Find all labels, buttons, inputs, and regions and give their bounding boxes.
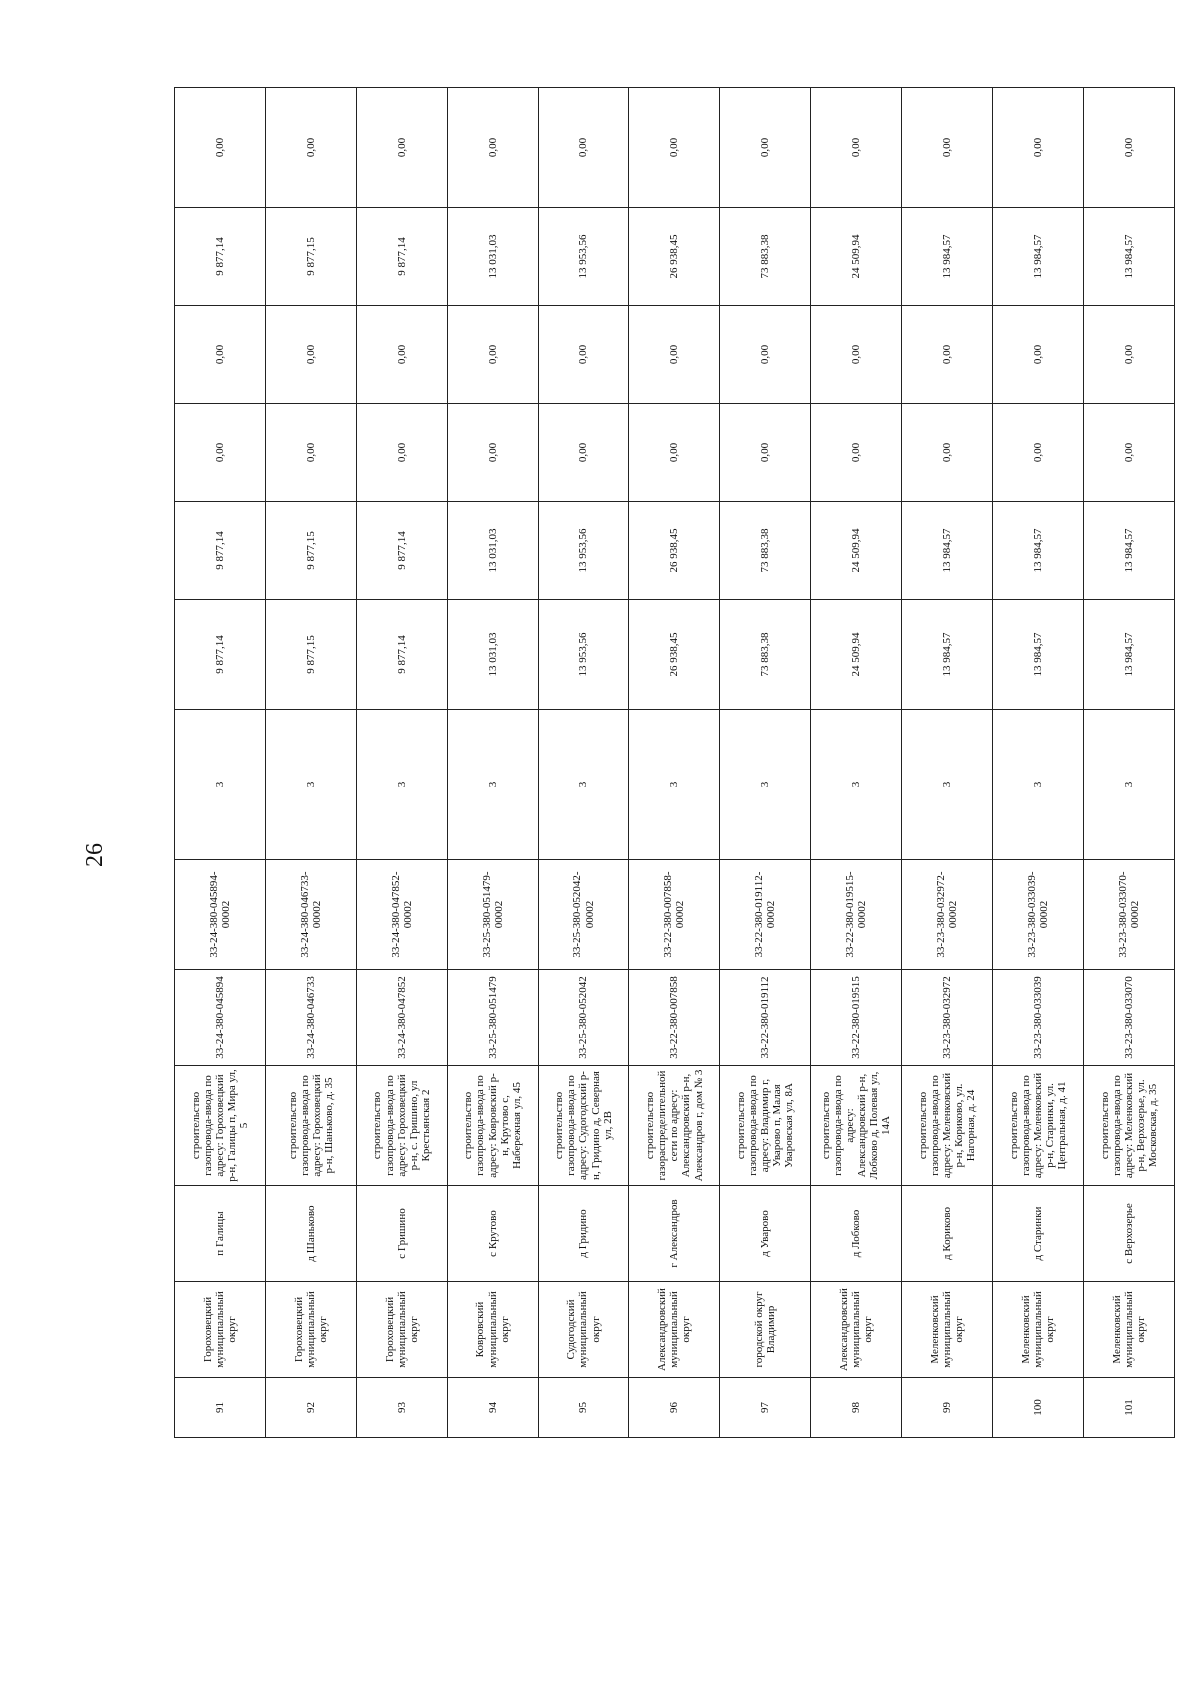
table-row [1083, 88, 1174, 1438]
cell-cost-total-2: 13 984,57 [993, 502, 1084, 600]
cell-settlement: д Лобково [811, 1186, 902, 1282]
table-row [265, 88, 356, 1438]
cell-cost-zero-2: 0,00 [629, 306, 720, 404]
cell-object-code: 33-23-380-033039 [993, 970, 1084, 1066]
cell-total-cost: 9 877,14 [175, 600, 266, 710]
cell-cost-total-3: 13 984,57 [1083, 208, 1174, 306]
cell-description: строительство газопровода-ввода по адресу: Судогодский р-н, Гридино д, Северная ул, 2В [538, 1066, 629, 1186]
cell-cost-zero-3: 0,00 [1083, 88, 1174, 208]
cell-settlement: п Галицы [175, 1186, 266, 1282]
cell-object-code-full: 33-24-380-045894-00002 [175, 860, 266, 970]
cell-object-code: 33-25-380-052042 [538, 970, 629, 1066]
cell-cost-total-3: 13 984,57 [902, 208, 993, 306]
cell-row-number: 101 [1083, 1378, 1174, 1438]
cell-object-code: 33-24-380-046733 [265, 970, 356, 1066]
cell-description: строительство газопровода-ввода по адресу: Гороховецкий р-н, с. Гришино, ул Крестьянская 2 [356, 1066, 447, 1186]
cell-row-number: 99 [902, 1378, 993, 1438]
cell-cost-zero-2: 0,00 [265, 306, 356, 404]
cell-cost-total-3: 73 883,38 [720, 208, 811, 306]
cell-settlement: д Гридино [538, 1186, 629, 1282]
cell-cost-total-3: 13 953,56 [538, 208, 629, 306]
cell-cost-total-3: 9 877,14 [356, 208, 447, 306]
cell-cost-zero-2: 0,00 [447, 306, 538, 404]
cell-cost-zero-1: 0,00 [265, 404, 356, 502]
cell-cost-total-2: 9 877,14 [175, 502, 266, 600]
cell-total-cost: 9 877,14 [356, 600, 447, 710]
cell-cost-zero-3: 0,00 [720, 88, 811, 208]
cell-object-code-full: 33-22-380-019112-00002 [720, 860, 811, 970]
cell-district: Ковровский муниципальный округ [447, 1282, 538, 1378]
cell-cost-total-2: 24 509,94 [811, 502, 902, 600]
cell-settlement: д Уварово [720, 1186, 811, 1282]
cell-description: строительство газопровода-ввода по адресу: Меленковский р-н, Кориково, ул. Нагорная, д. 24 [902, 1066, 993, 1186]
cell-category: 3 [629, 710, 720, 860]
cell-cost-zero-2: 0,00 [720, 306, 811, 404]
cell-settlement: с Верхозерье [1083, 1186, 1174, 1282]
cell-cost-zero-1: 0,00 [720, 404, 811, 502]
cell-object-code-full: 33-22-380-019515-00002 [811, 860, 902, 970]
cell-category: 3 [1083, 710, 1174, 860]
cell-total-cost: 24 509,94 [811, 600, 902, 710]
data-table [174, 87, 1175, 1438]
cell-row-number: 96 [629, 1378, 720, 1438]
cell-cost-total-3: 9 877,15 [265, 208, 356, 306]
cell-description: строительство газопровода-ввода по адресу: Гороховецкий р-н, Галицы п, Мира ул, 5 [175, 1066, 266, 1186]
table-row [447, 88, 538, 1438]
cell-cost-zero-3: 0,00 [902, 88, 993, 208]
cell-cost-zero-1: 0,00 [1083, 404, 1174, 502]
cell-row-number: 95 [538, 1378, 629, 1438]
cell-object-code: 33-22-380-019515 [811, 970, 902, 1066]
cell-object-code-full: 33-23-380-033070-00002 [1083, 860, 1174, 970]
cell-cost-zero-3: 0,00 [175, 88, 266, 208]
cell-cost-total-2: 13 984,57 [1083, 502, 1174, 600]
cell-cost-total-3: 13 031,03 [447, 208, 538, 306]
cell-cost-total-2: 13 031,03 [447, 502, 538, 600]
cell-row-number: 94 [447, 1378, 538, 1438]
cell-cost-zero-3: 0,00 [629, 88, 720, 208]
cell-district: Александровский муниципальный округ [811, 1282, 902, 1378]
cell-cost-total-2: 13 953,56 [538, 502, 629, 600]
cell-object-code: 33-22-380-019112 [720, 970, 811, 1066]
cell-category: 3 [993, 710, 1084, 860]
cell-cost-zero-1: 0,00 [629, 404, 720, 502]
cell-category: 3 [356, 710, 447, 860]
cell-settlement: с Крутово [447, 1186, 538, 1282]
table-row [720, 88, 811, 1438]
cell-district: Гороховецкий муниципальный округ [356, 1282, 447, 1378]
cell-object-code: 33-23-380-033070 [1083, 970, 1174, 1066]
cell-cost-total-3: 9 877,14 [175, 208, 266, 306]
cell-cost-total-3: 26 938,45 [629, 208, 720, 306]
cell-district: Меленковский муниципальный округ [902, 1282, 993, 1378]
cell-cost-zero-3: 0,00 [993, 88, 1084, 208]
cell-district: Александровский муниципальный округ [629, 1282, 720, 1378]
cell-object-code-full: 33-25-380-052042-00002 [538, 860, 629, 970]
cell-category: 3 [175, 710, 266, 860]
cell-cost-zero-2: 0,00 [811, 306, 902, 404]
cell-cost-zero-3: 0,00 [265, 88, 356, 208]
cell-cost-zero-3: 0,00 [447, 88, 538, 208]
cell-cost-zero-2: 0,00 [356, 306, 447, 404]
cell-row-number: 98 [811, 1378, 902, 1438]
table-rotator [174, 88, 1174, 1438]
cell-cost-total-3: 13 984,57 [993, 208, 1084, 306]
cell-row-number: 93 [356, 1378, 447, 1438]
cell-category: 3 [538, 710, 629, 860]
table-row [902, 88, 993, 1438]
cell-settlement: д Старинки [993, 1186, 1084, 1282]
cell-object-code-full: 33-24-380-046733-00002 [265, 860, 356, 970]
cell-settlement: с Гришино [356, 1186, 447, 1282]
cell-total-cost: 13 031,03 [447, 600, 538, 710]
cell-total-cost: 73 883,38 [720, 600, 811, 710]
cell-cost-zero-3: 0,00 [811, 88, 902, 208]
cell-cost-total-2: 9 877,15 [265, 502, 356, 600]
cell-description: строительство газопровода-ввода по адресу: Александровский р-н, Лобково д, Полевая ул, 14А [811, 1066, 902, 1186]
cell-cost-zero-1: 0,00 [356, 404, 447, 502]
cell-cost-zero-1: 0,00 [538, 404, 629, 502]
cell-total-cost: 9 877,15 [265, 600, 356, 710]
table-row [356, 88, 447, 1438]
cell-total-cost: 13 984,57 [902, 600, 993, 710]
cell-cost-zero-1: 0,00 [993, 404, 1084, 502]
cell-cost-zero-3: 0,00 [356, 88, 447, 208]
cell-district: Судогодский муниципальный округ [538, 1282, 629, 1378]
cell-district: Гороховецкий муниципальный округ [265, 1282, 356, 1378]
cell-cost-total-2: 73 883,38 [720, 502, 811, 600]
cell-cost-zero-2: 0,00 [175, 306, 266, 404]
cell-category: 3 [811, 710, 902, 860]
table-row [175, 88, 266, 1438]
cell-settlement: д Шаньково [265, 1186, 356, 1282]
cell-settlement: г Александров [629, 1186, 720, 1282]
cell-description: строительство газораспределительной сети по адресу: Александровский р-н, Александров г, дом № 3 [629, 1066, 720, 1186]
cell-category: 3 [447, 710, 538, 860]
cell-cost-zero-2: 0,00 [902, 306, 993, 404]
table-row [629, 88, 720, 1438]
cell-description: строительство газопровода-ввода по адресу: Меленковский р-н, Верхозерье, ул. Московская, д. 35 [1083, 1066, 1174, 1186]
cell-cost-zero-1: 0,00 [447, 404, 538, 502]
cell-object-code-full: 33-23-380-032972-00002 [902, 860, 993, 970]
cell-cost-total-2: 9 877,14 [356, 502, 447, 600]
table-row [811, 88, 902, 1438]
cell-description: строительство газопровода-ввода по адресу: Владимир г, Уварово п, Малая Уваровская ул, 8А [720, 1066, 811, 1186]
cell-cost-total-2: 13 984,57 [902, 502, 993, 600]
cell-total-cost: 13 984,57 [1083, 600, 1174, 710]
cell-description: строительство газопровода-ввода по адресу: Ковровский р-н, Крутово с, Набережная ул, 45 [447, 1066, 538, 1186]
cell-cost-zero-1: 0,00 [811, 404, 902, 502]
page-number: 26 [82, 843, 108, 867]
cell-cost-zero-2: 0,00 [1083, 306, 1174, 404]
cell-district: Меленковский муниципальный округ [1083, 1282, 1174, 1378]
cell-cost-total-3: 24 509,94 [811, 208, 902, 306]
cell-object-code: 33-24-380-045894 [175, 970, 266, 1066]
cell-cost-zero-1: 0,00 [902, 404, 993, 502]
cell-description: строительство газопровода-ввода по адресу: Гороховецкий р-н, Шаньково, д. 35 [265, 1066, 356, 1186]
cell-settlement: д Кориково [902, 1186, 993, 1282]
cell-object-code: 33-22-380-007858 [629, 970, 720, 1066]
cell-row-number: 100 [993, 1378, 1084, 1438]
cell-category: 3 [265, 710, 356, 860]
cell-object-code: 33-25-380-051479 [447, 970, 538, 1066]
cell-total-cost: 13 953,56 [538, 600, 629, 710]
cell-row-number: 91 [175, 1378, 266, 1438]
cell-object-code-full: 33-25-380-051479-00002 [447, 860, 538, 970]
cell-row-number: 97 [720, 1378, 811, 1438]
cell-district: городской округ Владимир [720, 1282, 811, 1378]
table-container [174, 88, 1174, 1438]
cell-category: 3 [902, 710, 993, 860]
cell-cost-zero-2: 0,00 [538, 306, 629, 404]
table-row [538, 88, 629, 1438]
cell-description: строительство газопровода-ввода по адресу: Меленковский р-н, Старинки, ул. Центральная, д. 41 [993, 1066, 1084, 1186]
cell-object-code-full: 33-23-380-033039-00002 [993, 860, 1084, 970]
cell-cost-zero-3: 0,00 [538, 88, 629, 208]
cell-object-code-full: 33-22-380-007858-00002 [629, 860, 720, 970]
cell-total-cost: 26 938,45 [629, 600, 720, 710]
cell-district: Гороховецкий муниципальный округ [175, 1282, 266, 1378]
cell-object-code: 33-24-380-047852 [356, 970, 447, 1066]
cell-cost-zero-1: 0,00 [175, 404, 266, 502]
cell-object-code-full: 33-24-380-047852-00002 [356, 860, 447, 970]
cell-total-cost: 13 984,57 [993, 600, 1084, 710]
cell-object-code: 33-23-380-032972 [902, 970, 993, 1066]
table-body [175, 88, 1175, 1438]
cell-district: Меленковский муниципальный округ [993, 1282, 1084, 1378]
cell-row-number: 92 [265, 1378, 356, 1438]
cell-cost-total-2: 26 938,45 [629, 502, 720, 600]
table-row [993, 88, 1084, 1438]
cell-cost-zero-2: 0,00 [993, 306, 1084, 404]
cell-category: 3 [720, 710, 811, 860]
